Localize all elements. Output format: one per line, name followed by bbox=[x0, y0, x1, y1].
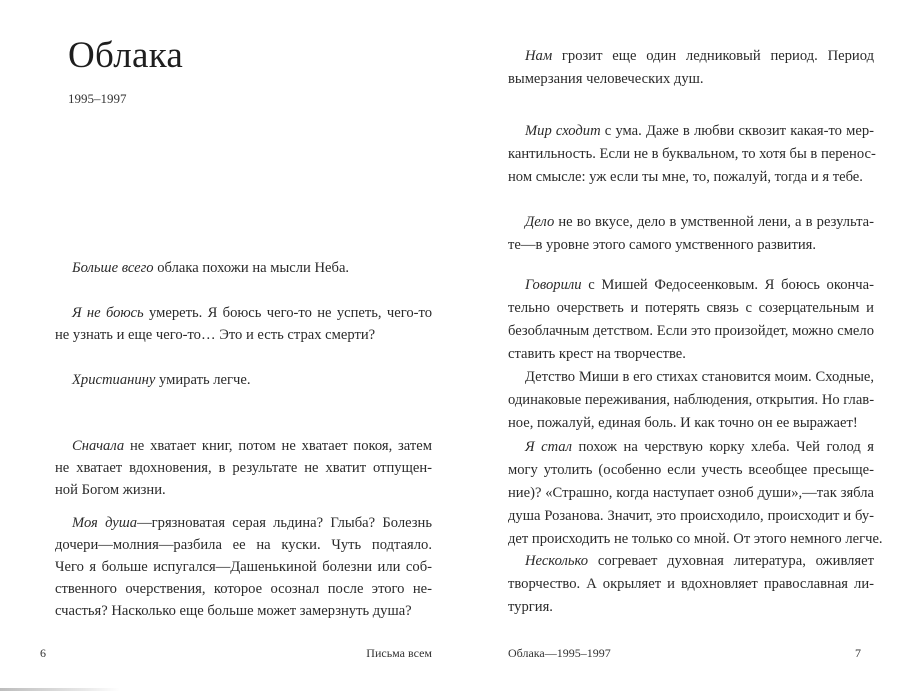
text-line bbox=[508, 459, 874, 482]
running-head-right: Облака—1995–1997 bbox=[508, 646, 611, 660]
line-text: Чего я больше испугался—Дашенькиной болезни или соб- bbox=[55, 559, 432, 575]
text-line bbox=[508, 274, 874, 297]
line-text: ном смысле: уж если ты мне, то, пожалуй, тогда и я тебе. bbox=[508, 169, 863, 185]
line-text: умирать легче. bbox=[155, 372, 251, 388]
line-text: ние)? «Страшно, когда наступает озноб души»,—так зябла bbox=[508, 485, 874, 501]
left-page bbox=[0, 0, 456, 700]
line-text: тургия. bbox=[508, 599, 553, 615]
text-line bbox=[508, 120, 874, 143]
line-text: не узнать и еще чего-то… Это и есть страх смерти? bbox=[55, 327, 376, 343]
text-line bbox=[55, 479, 432, 501]
text-line bbox=[508, 366, 874, 389]
line-text: ной Богом жизни. bbox=[55, 482, 166, 498]
page-number-left: 6 bbox=[40, 646, 46, 660]
right-page bbox=[456, 0, 913, 700]
paragraph bbox=[55, 302, 432, 346]
text-line bbox=[508, 389, 874, 412]
italic-lead: Христианину bbox=[72, 372, 156, 388]
text-line bbox=[508, 234, 874, 257]
line-text: дет происходить не только со мной. От этого немного легче. bbox=[508, 531, 883, 547]
text-line bbox=[508, 343, 874, 366]
text-line bbox=[508, 505, 874, 528]
line-text: ставить крест на творчестве. bbox=[508, 346, 686, 362]
italic-lead: Я стал bbox=[525, 439, 572, 455]
paragraph bbox=[508, 211, 874, 257]
line-text: похож на черствую корку хлеба. Чей голод я bbox=[571, 439, 874, 455]
line-text: облака похожи на мысли Неба. bbox=[153, 260, 350, 276]
page-edge-shadow bbox=[0, 688, 120, 691]
italic-lead: Говорили bbox=[525, 277, 582, 293]
text-line bbox=[55, 600, 432, 622]
text-line bbox=[55, 369, 432, 391]
running-head-left: Письма всем bbox=[366, 646, 432, 660]
text-line bbox=[55, 556, 432, 578]
text-line bbox=[508, 573, 874, 596]
text-line bbox=[55, 512, 432, 534]
text-line bbox=[508, 45, 874, 68]
line-text: дочери—молния—разбила ее на куски. Чуть подтаяло. bbox=[55, 537, 432, 553]
paragraph bbox=[508, 366, 874, 435]
italic-lead: Мир сходит bbox=[525, 123, 601, 139]
line-text: с ума. Даже в любви сквозит какая-то мер- bbox=[600, 123, 874, 139]
paragraph bbox=[55, 435, 432, 501]
line-text: счастья? Насколько еще больше может замерзнуть душа? bbox=[55, 603, 412, 619]
line-text: одинаковые переживания, наблюдения, открытия. Но глав- bbox=[508, 392, 875, 408]
chapter-date: 1995–1997 bbox=[68, 91, 127, 106]
chapter-title: Облака bbox=[68, 35, 184, 76]
paragraph bbox=[508, 436, 883, 551]
line-text: душа Розанова. Значит, это происходило, происходит и бу- bbox=[508, 508, 874, 524]
text-line bbox=[508, 596, 874, 619]
text-line bbox=[508, 143, 874, 166]
line-text: грозит еще один ледниковый период. Период bbox=[552, 48, 874, 64]
text-line bbox=[55, 435, 432, 457]
text-line bbox=[508, 436, 874, 459]
line-text: не во вкусе, дело в умственной лени, а в результа- bbox=[554, 214, 874, 230]
line-text: творчество. А окрыляет и вдохновляет православная ли- bbox=[508, 576, 874, 592]
line-text: кантильность. Если не в буквальном, то хотя бы в перенос- bbox=[508, 146, 876, 162]
text-line bbox=[55, 302, 432, 324]
line-text: тельно очерстветь и потерять связь с созерцательным и bbox=[508, 300, 874, 316]
text-line bbox=[508, 412, 874, 435]
paragraph bbox=[508, 274, 874, 366]
italic-lead: Больше всего bbox=[72, 260, 154, 276]
italic-lead: Нам bbox=[525, 48, 553, 64]
text-line bbox=[55, 534, 432, 556]
text-line bbox=[508, 297, 874, 320]
line-text: не хватает книг, потом не хватает покоя, затем bbox=[124, 438, 432, 454]
text-line bbox=[508, 211, 874, 234]
paragraph bbox=[508, 120, 874, 189]
paragraph bbox=[55, 512, 432, 622]
italic-lead: Дело bbox=[525, 214, 555, 230]
italic-lead: Несколько bbox=[525, 553, 589, 569]
paragraph bbox=[55, 257, 432, 279]
line-text: ное, пожалуй, единая боль. И как точно он ее выражает! bbox=[508, 415, 858, 431]
text-line bbox=[508, 482, 874, 505]
line-text: безоблачным детством. Если это произойдет, можно смело bbox=[508, 323, 874, 339]
line-text: те—в уровне этого самого умственного развития. bbox=[508, 237, 817, 253]
text-line bbox=[508, 166, 874, 189]
text-line bbox=[55, 578, 432, 600]
paragraph bbox=[508, 45, 874, 91]
line-text: не хватает вдохновения, в результате не хватит отпущен- bbox=[55, 460, 432, 476]
italic-lead: Моя душа bbox=[72, 515, 138, 531]
text-line bbox=[508, 68, 874, 91]
italic-lead: Я не боюсь bbox=[72, 305, 144, 321]
paragraph bbox=[55, 369, 432, 391]
text-line bbox=[55, 257, 432, 279]
line-text: —грязноватая серая льдина? Глыба? Болезнь bbox=[137, 515, 433, 531]
text-line bbox=[55, 324, 432, 346]
line-text: ственного очерствения, которое осознал после этого не- bbox=[55, 581, 432, 597]
line-text: могу утолить (особенно если учесть всеобщее пресыще- bbox=[508, 462, 874, 478]
text-line bbox=[55, 457, 432, 479]
line-text: согревает духовная литература, оживляет bbox=[588, 553, 874, 569]
line-text: Детство Миши в его стихах становится моим. Сходные, bbox=[525, 369, 874, 385]
text-line bbox=[508, 550, 874, 573]
italic-lead: Сначала bbox=[72, 438, 125, 454]
text-line bbox=[508, 320, 874, 343]
line-text: с Мишей Федосеенковым. Я боюсь оконча- bbox=[581, 277, 874, 293]
line-text: вымерзания человеческих душ. bbox=[508, 71, 704, 87]
page-number-right: 7 bbox=[855, 646, 861, 660]
line-text: умереть. Я боюсь чего-то не успеть, чего-то bbox=[143, 305, 432, 321]
paragraph bbox=[508, 550, 874, 619]
text-line bbox=[508, 528, 883, 551]
